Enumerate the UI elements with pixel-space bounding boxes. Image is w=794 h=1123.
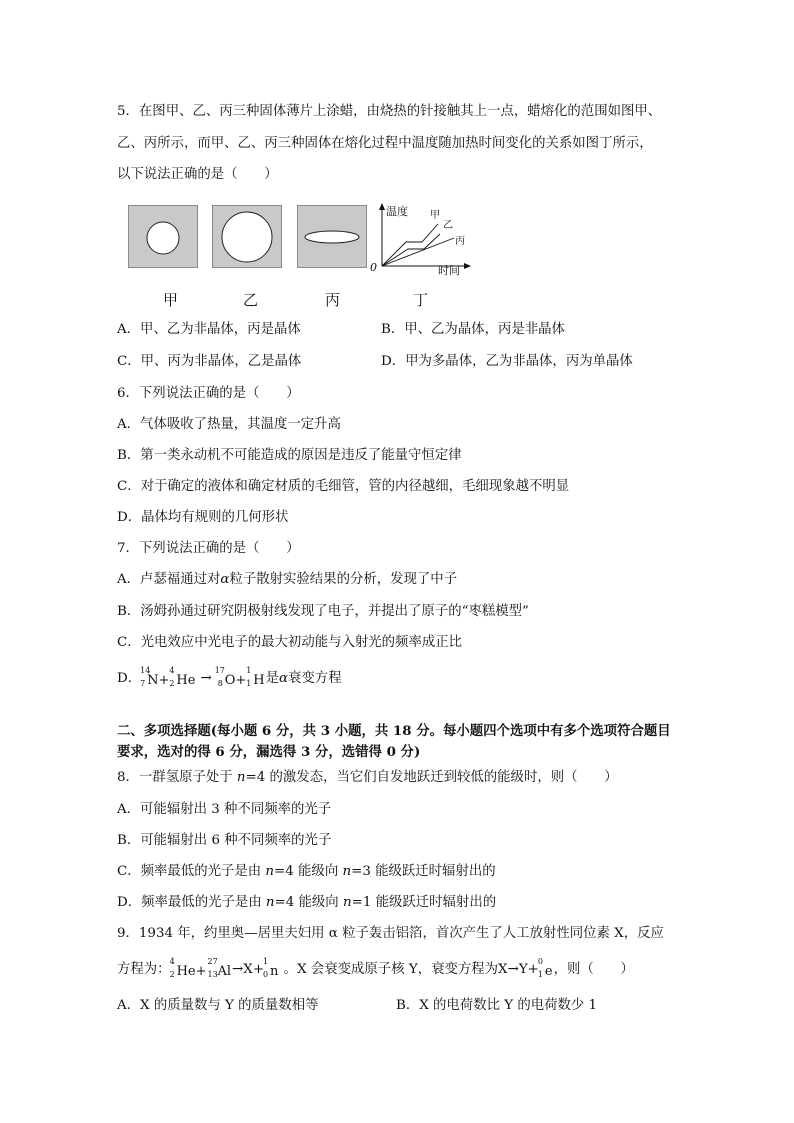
nuclide-nitrogen: 14 7 N+ [140, 666, 170, 688]
q8-option-d: D．频率最低的光子是由 n=4 能级向 n=1 能级跃迁时辐射出的 [117, 895, 497, 910]
q9-option-a: A．X 的质量数与 Y 的质量数相等 [117, 998, 319, 1013]
curve-label-bing: 丙 [455, 236, 465, 247]
q7-option-d [117, 666, 342, 690]
panel-label-ding: 丁 [413, 291, 429, 309]
q6-option-a: A．气体吸收了热量，其温度一定升高 [117, 417, 341, 432]
curve-label-jia: 甲 [430, 210, 440, 221]
reaction-arrow: → [200, 671, 212, 686]
nuclide-hydrogen: 1 1 H [246, 666, 265, 688]
q7-stem: 7．下列说法正确的是（ ） [117, 541, 300, 556]
q5-option-a: A．甲、乙为非晶体，丙是晶体 [117, 322, 301, 337]
q8-stem: 8．一群氢原子处于 n=4 的激发态，当它们自发地跃迁到较低的能级时，则（ ） [117, 770, 618, 785]
q7-option-c: C．光电效应中光电子的最大初动能与入射光的频率成正比 [117, 635, 463, 650]
alpha-symbol: α [220, 572, 230, 587]
q7-option-a [117, 571, 457, 589]
q8-option-a: A．可能辐射出 3 种不同频率的光子 [117, 802, 332, 817]
q5-option-b: B．甲、乙为晶体，丙是非晶体 [381, 322, 565, 337]
decay-arrow: → [507, 962, 519, 977]
nuclide-aluminium: 27 13 Al [207, 957, 232, 979]
curve-label-yi: 乙 [443, 220, 453, 231]
q9-stem-line-2: 方程为： 4 2 He+ 27 13 Al→X+ 1 0 n 。X 会衰变成原子核 Y，衰变方程为X→Y+ 0 1 e，则（ ） [117, 957, 634, 979]
section-2-title-line-1: 二、多项选择题(每小题 6 分，共 3 小题，共 18 分。每小题四个选项中有多个选项符合题目 [117, 723, 671, 739]
q7-option-d-end: 衰变方程 [288, 671, 342, 686]
panel-label-jia: 甲 [163, 291, 179, 309]
nuclide-helium: 4 2 He [169, 666, 196, 688]
melt-circle-large [213, 206, 281, 267]
alpha-symbol-d: α [278, 671, 289, 686]
panel-label-bing: 丙 [325, 291, 341, 309]
x-axis-arrow [464, 263, 471, 269]
q5-option-c: C．甲、丙为非晶体，乙是晶体 [117, 354, 302, 369]
melt-ellipse [298, 206, 366, 267]
q7-option-d-prefix: D． [117, 671, 142, 686]
q8-option-b: B．可能辐射出 6 种不同频率的光子 [117, 833, 332, 848]
neutron: 1 0 n [263, 957, 279, 979]
q5-stem-line-1: 5．在图甲、乙、丙三种固体薄片上涂蜡，由烧热的针接触其上一点，蜡熔化的范围如图甲、 [117, 104, 662, 119]
curve-jia [382, 224, 438, 266]
q6-option-d: D．晶体均有规则的几何形状 [117, 510, 289, 525]
q6-stem: 6．下列说法正确的是（ ） [117, 386, 300, 401]
panel-label-yi: 乙 [243, 291, 259, 309]
section-2-title-line-2: 要求，选对的得 6 分，漏选得 3 分，选错得 0 分) [117, 744, 421, 760]
nuclide-helium-9: 4 2 He+ [169, 957, 207, 979]
plate-jia [128, 205, 198, 268]
q8-option-c: C．频率最低的光子是由 n=4 能级向 n=3 能级跃迁时辐射出的 [117, 864, 496, 879]
q7-option-d-mid: 是 [265, 671, 279, 686]
q6-option-b: B．第一类永动机不可能造成的原因是违反了能量守恒定律 [117, 448, 462, 463]
q7-option-a-text-end: 粒子散射实验结果的分析，发现了中子 [229, 572, 458, 587]
q9-stem-line-1: 9．1934 年，约里奥—居里夫妇用 α 粒子轰击铝箔，首次产生了人工放射性同位素 X，反应 [117, 926, 664, 941]
q5-stem-line-3: 以下说法正确的是（ ） [117, 167, 278, 182]
curve-yi [382, 234, 440, 266]
reaction-arrow-9: → [232, 962, 244, 977]
y-axis-arrow [379, 203, 385, 210]
q5-stem-line-2: 乙、丙所示，而甲、乙、丙三种固体在熔化过程中温度随加热时间变化的关系如图丁所示， [117, 136, 653, 151]
q6-option-c: C．对于确定的液体和确定材质的毛细管，管的内径越细，毛细现象越不明显 [117, 479, 570, 494]
graph-y-label: 温度 [386, 205, 408, 218]
plate-yi [212, 205, 282, 268]
nuclide-oxygen: 17 8 O+ [214, 666, 247, 688]
melt-circle-small [129, 206, 197, 267]
graph-x-label: 时间 [438, 264, 460, 277]
positron: 0 1 e [537, 957, 553, 979]
q7-option-b: B．汤姆孙通过研究阴极射线发现了电子，并提出了原子的“枣糕模型” [117, 604, 529, 619]
q7-option-a-text: A．卢瑟福通过对 [117, 572, 221, 587]
plate-bing [297, 205, 367, 268]
q5-option-d: D．甲为多晶体，乙为非晶体，丙为单晶体 [381, 354, 633, 369]
q9-option-b: B．X 的电荷数比 Y 的电荷数少 1 [396, 998, 598, 1013]
graph-origin: 0 [370, 261, 377, 274]
